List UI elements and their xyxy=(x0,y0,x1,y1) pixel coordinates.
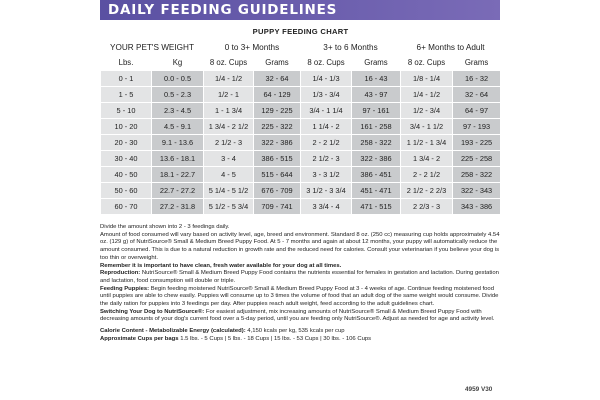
table-row xyxy=(101,199,501,215)
instruction-water: Remember it is important to have clean, fresh water available for your dog at all times. xyxy=(100,262,342,269)
cups-per-bag: Approximate Cups per bags 1.5 lbs. - 5 Cups | 5 lbs. - 18 Cups | 15 lbs. - 53 Cups | 30 lbs. - 106 Cups xyxy=(100,335,372,342)
table-cell: 22.7 - 27.2 xyxy=(152,183,204,199)
column-header: Lbs. xyxy=(101,56,152,71)
table-cell: 20 - 30 xyxy=(101,135,152,151)
table-cell: 3 1/2 - 3 3/4 xyxy=(301,183,352,199)
table-cell: 1 3/4 - 2 xyxy=(401,151,453,167)
table-cell: 1 1/4 - 2 xyxy=(301,119,352,135)
table-cell: 16 - 32 xyxy=(453,71,501,87)
table-cell: 5 - 10 xyxy=(101,103,152,119)
column-header: Grams xyxy=(453,56,501,71)
table-cell: 1/2 - 3/4 xyxy=(401,103,453,119)
table-row xyxy=(101,183,501,199)
column-header: Kg xyxy=(152,56,204,71)
instruction-reproduction: Reproduction: NutriSource® Small & Medium Breed Puppy Food contains the nutrients essential for females in gestation and lactation. During gestation and lactation, food consumption will double or triple. xyxy=(100,270,499,284)
table-row xyxy=(101,71,501,87)
table-cell: 4 - 5 xyxy=(204,167,254,183)
table-cell: 3 - 4 xyxy=(204,151,254,167)
table-cell: 1/4 - 1/3 xyxy=(301,71,352,87)
column-header: 8 oz. Cups xyxy=(204,56,254,71)
table-cell: 1/2 - 1 xyxy=(204,87,254,103)
table-cell: 2 1/2 - 3 xyxy=(301,151,352,167)
table-row xyxy=(101,135,501,151)
table-cell: 343 - 386 xyxy=(453,199,501,215)
column-header: Grams xyxy=(352,56,401,71)
table-cell: 1/4 - 1/2 xyxy=(204,71,254,87)
feeding-instructions xyxy=(100,224,500,344)
instruction-switching: Switching Your Dog to NutriSource®: For easiest adjustment, mix increasing amounts of NutriSource® Small & Medium Breed Puppy Food with decreasing amounts of your dog's current food over a 5-day period, until you are feeding only NutriSource®. Adjust as needed for age and activity level. xyxy=(100,308,495,323)
table-cell: 18.1 - 22.7 xyxy=(152,167,204,183)
table-cell: 709 - 741 xyxy=(254,199,301,215)
table-cell: 3 - 3 1/2 xyxy=(301,167,352,183)
group-header: YOUR PET'S WEIGHT xyxy=(101,40,204,56)
group-header: 0 to 3+ Months xyxy=(204,40,301,56)
banner-title: DAILY FEEDING GUIDELINES xyxy=(108,2,338,18)
table-cell: 129 - 225 xyxy=(254,103,301,119)
table-cell: 13.6 - 18.1 xyxy=(152,151,204,167)
table-cell: 515 - 644 xyxy=(254,167,301,183)
table-cell: 258 - 322 xyxy=(352,135,401,151)
column-header: 8 oz. Cups xyxy=(301,56,352,71)
table-cell: 451 - 471 xyxy=(352,183,401,199)
table-cell: 50 - 60 xyxy=(101,183,152,199)
table-row xyxy=(101,167,501,183)
table-cell: 1 - 1 3/4 xyxy=(204,103,254,119)
table-cell: 193 - 225 xyxy=(453,135,501,151)
table-cell: 0 - 1 xyxy=(101,71,152,87)
table-cell: 3/4 - 1 1/2 xyxy=(401,119,453,135)
table-cell: 32 - 64 xyxy=(453,87,501,103)
table-cell: 225 - 258 xyxy=(453,151,501,167)
table-cell: 1/3 - 3/4 xyxy=(301,87,352,103)
table-cell: 64 - 129 xyxy=(254,87,301,103)
table-cell: 97 - 161 xyxy=(352,103,401,119)
table-row xyxy=(101,103,501,119)
column-header: 8 oz. Cups xyxy=(401,56,453,71)
table-cell: 64 - 97 xyxy=(453,103,501,119)
table-cell: 2.3 - 4.5 xyxy=(152,103,204,119)
chart-title: PUPPY FEEDING CHART xyxy=(101,25,501,40)
table-cell: 471 - 515 xyxy=(352,199,401,215)
table-row xyxy=(101,87,501,103)
table-cell: 60 - 70 xyxy=(101,199,152,215)
calorie-content: Calorie Content - Metabolizable Energy (calculated): 4,150 kcals per kg, 535 kcals per cup xyxy=(100,328,345,335)
puppy-feeding-chart xyxy=(100,25,500,215)
instruction-amount: Amount of food consumed will vary based on activity level, age, breed and environment. Standard 8 oz. (250 cc) measuring cup holds approximately 4.54 oz. (129 g) of NutriSource® Small & Medium Breed Puppy Food. At 5 - 7 months and again at about 12 months, your puppy will automatically reduce the amount consumed. This is due to a natural reduction in growth rate and the reduced need for calories. Consult your veterinarian if you believe your dog is too thin or overweight. xyxy=(100,231,500,261)
table-cell: 4.5 - 9.1 xyxy=(152,119,204,135)
table-cell: 16 - 43 xyxy=(352,71,401,87)
table-cell: 161 - 258 xyxy=(352,119,401,135)
table-cell: 676 - 709 xyxy=(254,183,301,199)
table-cell: 97 - 193 xyxy=(453,119,501,135)
table-cell: 27.2 - 31.8 xyxy=(152,199,204,215)
table-cell: 1/8 - 1/4 xyxy=(401,71,453,87)
table-cell: 225 - 322 xyxy=(254,119,301,135)
instruction-divide: Divide the amount shown into 2 - 3 feedings daily. xyxy=(100,224,230,230)
column-header: Grams xyxy=(254,56,301,71)
table-cell: 322 - 343 xyxy=(453,183,501,199)
table-cell: 386 - 515 xyxy=(254,151,301,167)
instruction-feeding-puppies: Feeding Puppies: Begin feeding moistened NutriSource® Small & Medium Breed Puppy Food at 3 - 4 weeks of age. Continue feeding moistened food until puppies are able to chew easily. Puppies will consume up to 3 times the volume of food that an adult dog of the same weight would consume. Divide the daily ration for puppies into 3 feedings per day. After puppies reach adult weight, feed according to the adult guidelines chart. xyxy=(100,285,499,308)
table-cell: 32 - 64 xyxy=(254,71,301,87)
table-cell: 0.0 - 0.5 xyxy=(152,71,204,87)
group-header: 3+ to 6 Months xyxy=(301,40,401,56)
table-cell: 2 1/2 - 3 xyxy=(204,135,254,151)
table-cell: 43 - 97 xyxy=(352,87,401,103)
table-cell: 322 - 386 xyxy=(352,151,401,167)
table-cell: 322 - 386 xyxy=(254,135,301,151)
table-cell: 386 - 451 xyxy=(352,167,401,183)
table-cell: 2 - 2 1/2 xyxy=(401,167,453,183)
table-cell: 1 3/4 - 2 1/2 xyxy=(204,119,254,135)
feeding-table xyxy=(100,25,501,215)
table-row xyxy=(101,119,501,135)
table-cell: 1 - 5 xyxy=(101,87,152,103)
table-cell: 3 3/4 - 4 xyxy=(301,199,352,215)
product-code: 4959 V30 xyxy=(465,386,493,393)
table-cell: 1/4 - 1/2 xyxy=(401,87,453,103)
table-cell: 9.1 - 13.6 xyxy=(152,135,204,151)
table-cell: 258 - 322 xyxy=(453,167,501,183)
table-cell: 1 1/2 - 1 3/4 xyxy=(401,135,453,151)
table-cell: 5 1/2 - 5 3/4 xyxy=(204,199,254,215)
guidelines-banner xyxy=(100,0,500,20)
table-cell: 0.5 - 2.3 xyxy=(152,87,204,103)
table-cell: 10 - 20 xyxy=(101,119,152,135)
table-cell: 40 - 50 xyxy=(101,167,152,183)
table-cell: 2 2/3 - 3 xyxy=(401,199,453,215)
table-cell: 5 1/4 - 5 1/2 xyxy=(204,183,254,199)
table-cell: 2 1/2 - 2 2/3 xyxy=(401,183,453,199)
table-cell: 3/4 - 1 1/4 xyxy=(301,103,352,119)
table-cell: 30 - 40 xyxy=(101,151,152,167)
table-cell: 2 - 2 1/2 xyxy=(301,135,352,151)
group-header: 6+ Months to Adult xyxy=(401,40,501,56)
table-row xyxy=(101,151,501,167)
